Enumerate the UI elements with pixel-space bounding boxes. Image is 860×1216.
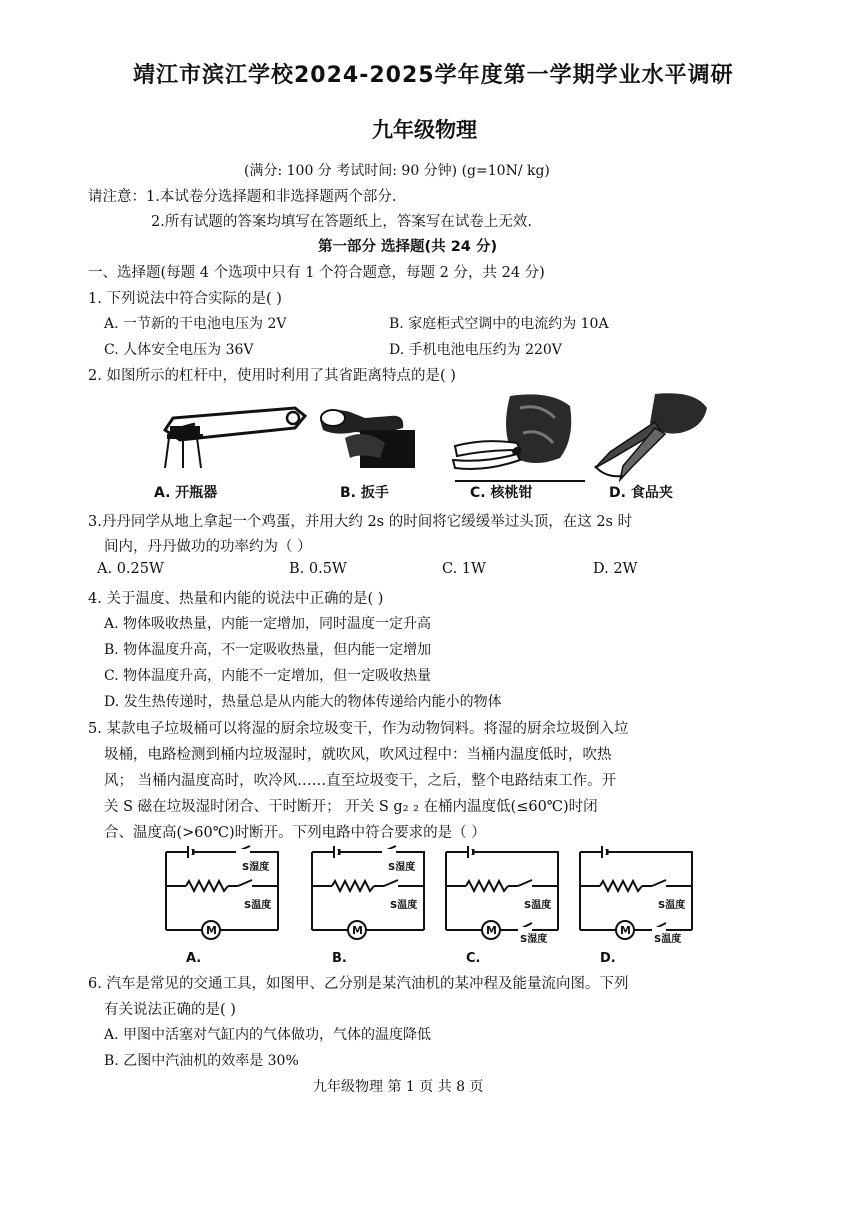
notice-line-2: 2.所有试题的答案均填写在答题纸上，答案写在试卷上无效. [151, 214, 532, 230]
q1-option-d: D. 手机电池电压约为 220V [389, 342, 562, 358]
q2-caption-b: B. 扳手 [340, 485, 389, 501]
circuit-b [312, 846, 424, 966]
q2-caption-c: C. 核桃钳 [470, 485, 533, 501]
wrench-image [320, 410, 415, 468]
q4-option-a: A. 物体吸收热量，内能一定增加，同时温度一定升高 [104, 616, 432, 632]
switch-label: S温度 [658, 900, 686, 911]
page-footer: 九年级物理 第 1 页 共 8 页 [313, 1079, 484, 1095]
q3-stem-1: 3.丹丹同学从地上拿起一个鸡蛋，并用大约 2s 的时间将它缓缓举过头顶，在这 2s 时 [88, 514, 633, 530]
q3-stem-2: 间内，丹丹做功的功率约为（ ） [104, 539, 312, 555]
circuit-c [446, 846, 558, 966]
q5-circuit-figure [160, 844, 700, 968]
switch-label: S湿度 [242, 862, 270, 873]
switch-label: S湿度 [388, 862, 416, 873]
switch-label: S温度 [654, 934, 682, 945]
bottle-opener-image [165, 408, 305, 468]
q3-option-a: A. 0.25W [97, 561, 164, 577]
q3-option-c: C. 1W [442, 561, 486, 577]
q5-line-4: 关 S 磁在垃圾湿时闭合、干时断开； 开关 S g₂ ₂ 在桶内温度低(≤60℃)时闭 [104, 799, 598, 815]
motor-icon: M [352, 924, 363, 937]
q4-option-c: C. 物体温度升高，内能不一定增加，但一定吸收热量 [104, 668, 432, 684]
q6-option-a: A. 甲图中活塞对气缸内的气体做功，气体的温度降低 [104, 1027, 432, 1043]
q6-stem-1: 6. 汽车是常见的交通工具，如图甲、乙分别是某汽油机的某冲程及能量流向图。下列 [88, 976, 629, 992]
circuit-label: B. [332, 951, 347, 966]
q4-option-b: B. 物体温度升高，不一定吸收热量，但内能一定增加 [104, 642, 432, 658]
q5-line-5: 合、温度高(>60℃)时断开。下列电路中符合要求的是（ ） [104, 825, 486, 841]
q1-option-b: B. 家庭柜式空调中的电流约为 10A [389, 316, 609, 332]
q1-option-c: C. 人体安全电压为 36V [104, 342, 254, 358]
q6-option-b: B. 乙图中汽油机的效率是 30% [104, 1053, 299, 1069]
nutcracker-image [453, 394, 585, 482]
q1-stem: 1. 下列说法中符合实际的是( ) [88, 291, 282, 307]
motor-icon: M [486, 924, 497, 937]
part1-heading: 第一部分 选择题(共 24 分) [318, 239, 498, 255]
circuit-label: C. [466, 951, 481, 966]
q2-stem: 2. 如图所示的杠杆中，使用时利用了其省距离特点的是( ) [88, 368, 456, 384]
q5-line-3: 风； 当桶内温度高时，吹冷风……直至垃圾变干，之后，整个电路结束工作。开 [104, 773, 617, 789]
q2-caption-d: D. 食品夹 [609, 485, 673, 501]
exam-info: (满分: 100 分 考试时间: 90 分钟) (g=10N/ kg) [244, 163, 550, 179]
q1-option-a: A. 一节新的干电池电压为 2V [104, 316, 287, 332]
exam-title: 靖江市滨江学校2024-2025学年度第一学期学业水平调研 [133, 63, 734, 88]
switch-label: S湿度 [520, 934, 548, 945]
q5-line-1: 5. 某款电子垃圾桶可以将湿的厨余垃圾变干，作为动物饲料。将湿的厨余垃圾倒入垃 [88, 721, 629, 737]
switch-label: S温度 [524, 900, 552, 911]
q3-option-b: B. 0.5W [289, 561, 347, 577]
circuit-label: D. [600, 951, 616, 966]
circuit-d [580, 846, 692, 966]
motor-icon: M [206, 924, 217, 937]
q2-caption-a: A. 开瓶器 [154, 485, 218, 501]
q4-stem: 4. 关于温度、热量和内能的说法中正确的是( ) [88, 591, 384, 607]
q6-stem-2: 有关说法正确的是( ) [104, 1002, 236, 1018]
circuit-a [166, 846, 278, 966]
switch-label: S温度 [244, 900, 272, 911]
section-heading: 一、选择题(每题 4 个选项中只有 1 个符合题意，每题 2 分，共 24 分) [88, 265, 545, 281]
motor-icon: M [620, 924, 631, 937]
circuit-label: A. [186, 951, 202, 966]
switch-label: S温度 [390, 900, 418, 911]
notice-line-1: 请注意：1.本试卷分选择题和非选择题两个部分. [88, 189, 397, 205]
food-tongs-image [595, 393, 707, 480]
q3-option-d: D. 2W [593, 561, 638, 577]
q4-option-d: D. 发生热传递时，热量总是从内能大的物体传递给内能小的物体 [104, 694, 502, 710]
q5-line-2: 圾桶，电路检测到桶内垃圾湿时，就吹风，吹风过程中：当桶内温度低时，吹热 [104, 747, 612, 763]
exam-subtitle: 九年级物理 [372, 118, 477, 142]
